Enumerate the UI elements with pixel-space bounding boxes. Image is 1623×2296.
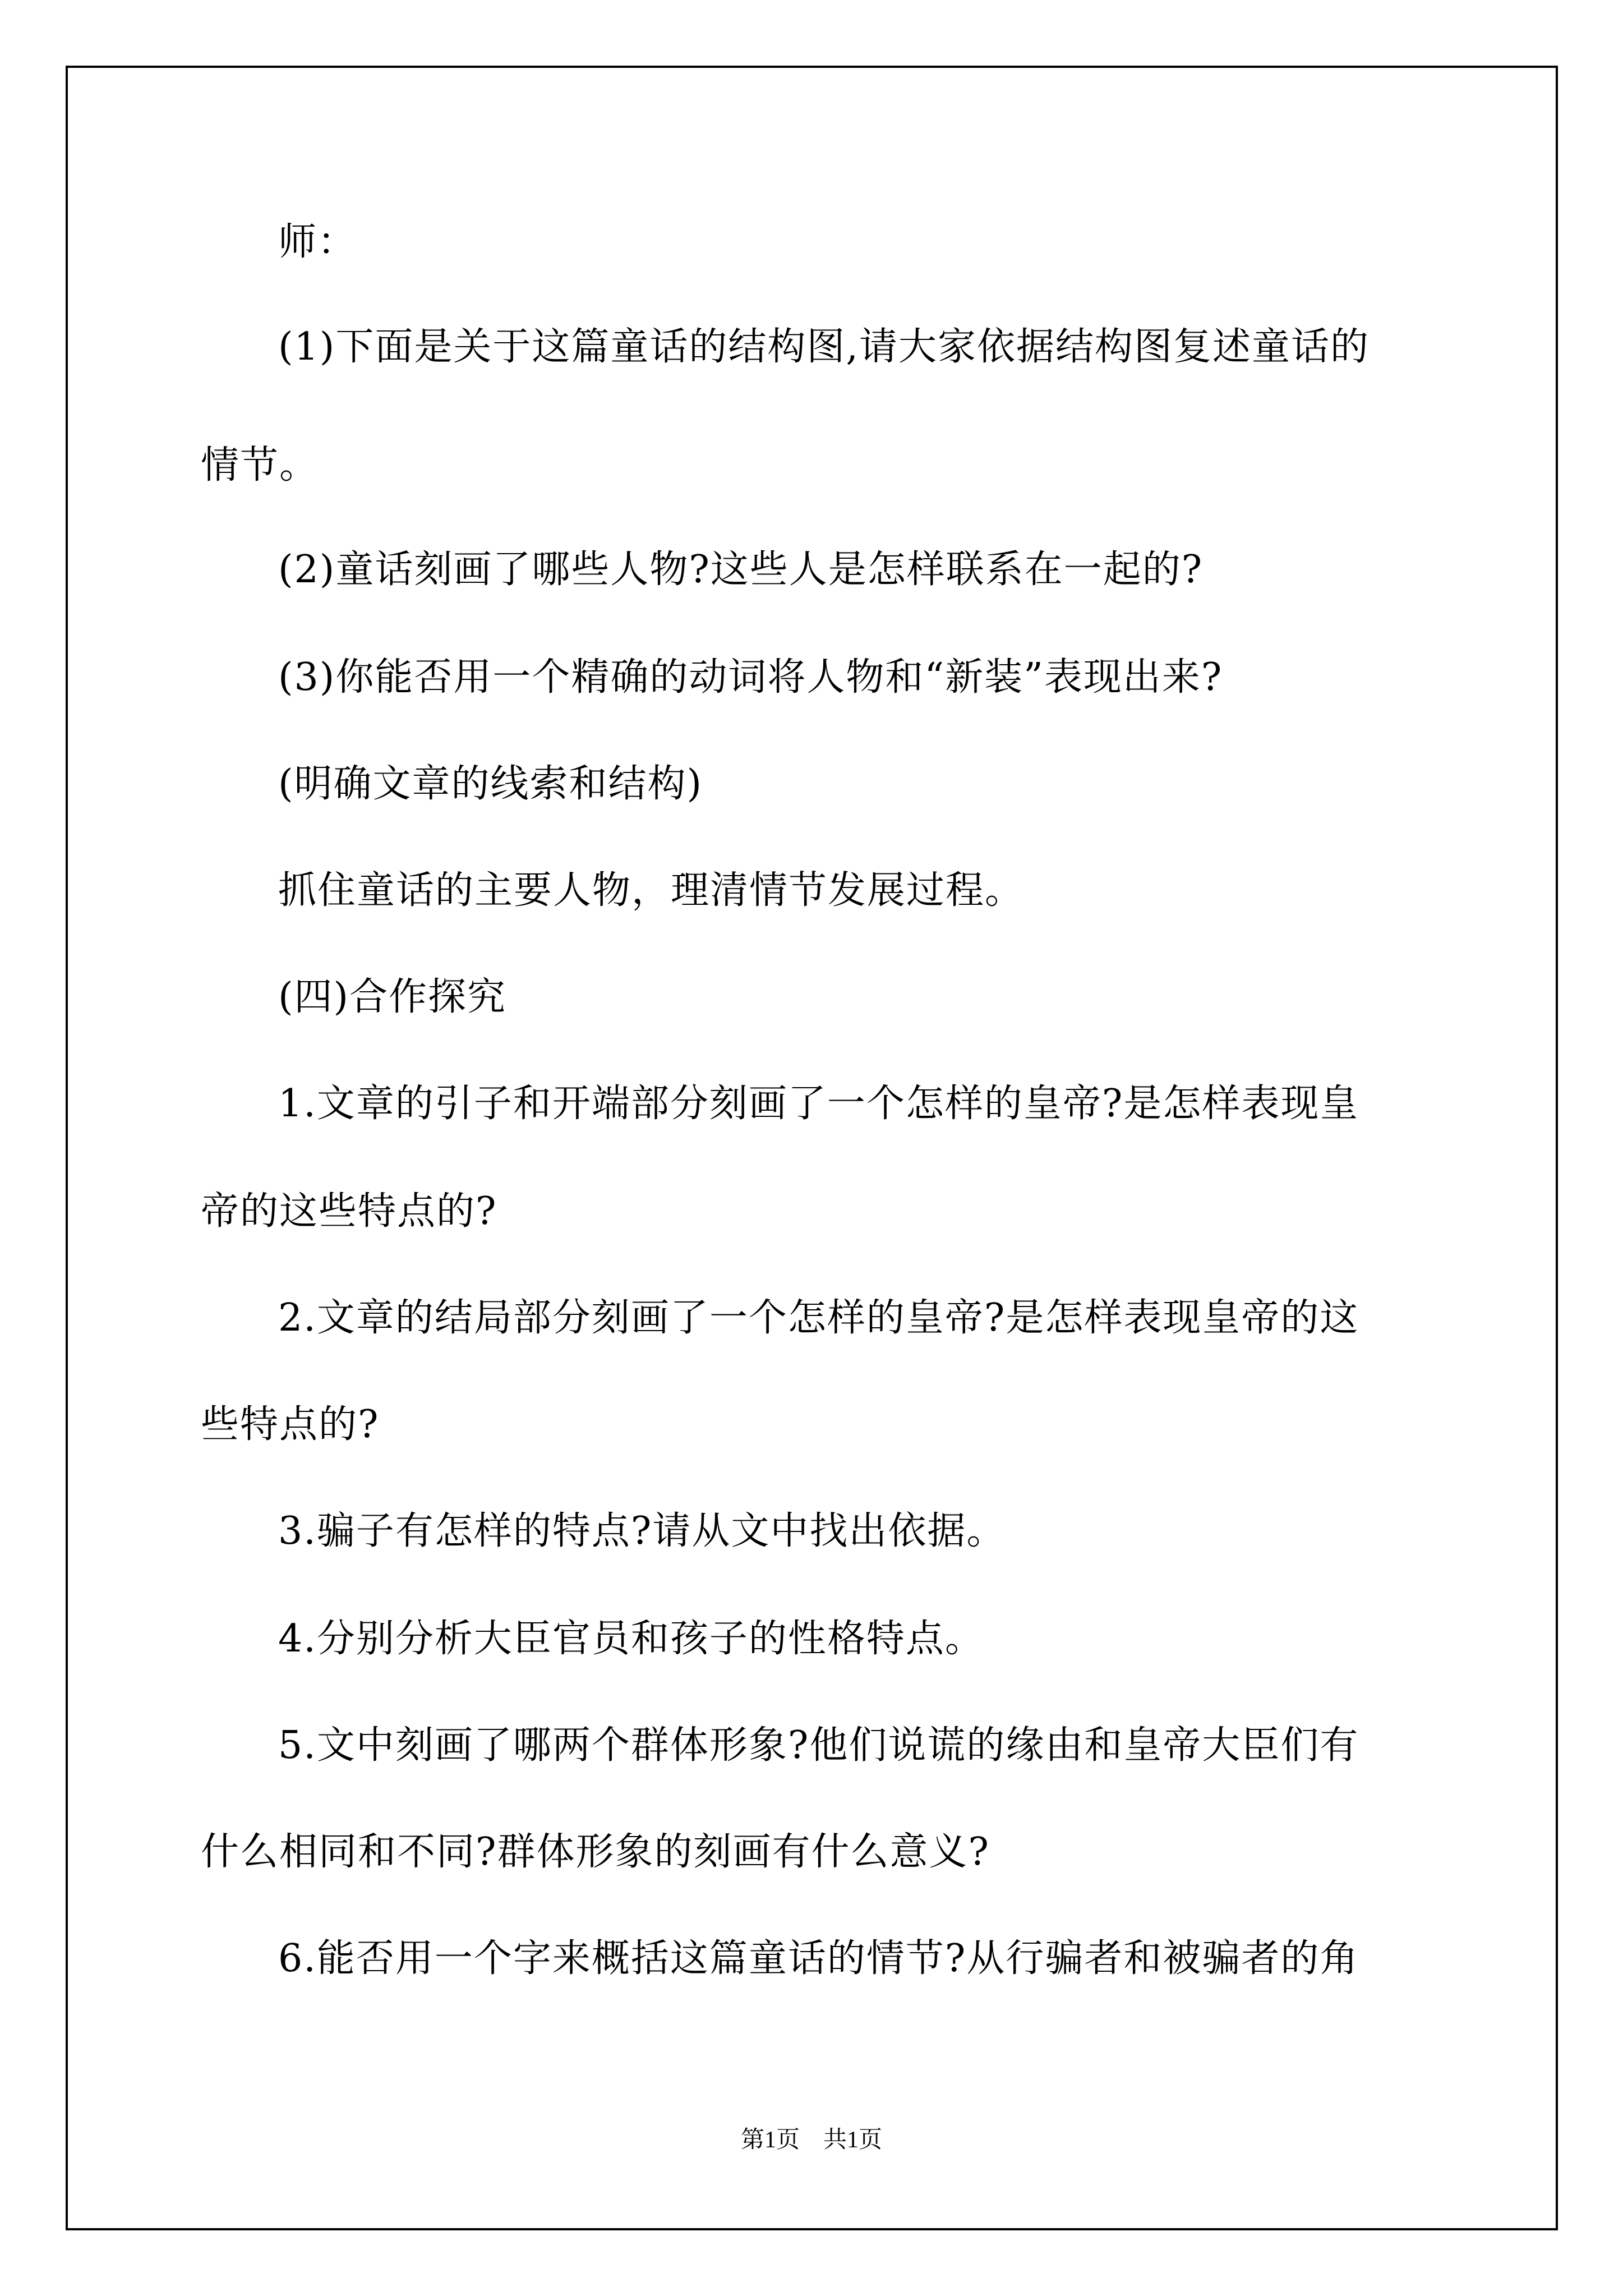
paragraph-line: 师： (278, 220, 357, 264)
paragraph-line: 些特点的? (201, 1402, 380, 1447)
paragraph-line: 帝的这些特点的? (201, 1189, 497, 1234)
paragraph-line: 3.骗子有怎样的特点?请从文中找出依据。 (278, 1509, 1006, 1553)
paragraph-line: (明确文章的线索和结构) (278, 762, 703, 806)
paragraph-line: 4.分别分析大臣官员和孩子的性格特点。 (278, 1617, 984, 1661)
paragraph-line: 什么相同和不同?群体形象的刻画有什么意义? (201, 1830, 990, 1874)
paragraph-line: 1.文章的引子和开端部分刻画了一个怎样的皇帝?是怎样表现皇 (278, 1082, 1359, 1126)
paragraph-line: 5.文中刻画了哪两个群体形象?他们说谎的缘由和皇帝大臣们有 (278, 1723, 1359, 1768)
paragraph-line: 抓住童话的主要人物，理清情节发展过程。 (278, 868, 1025, 913)
paragraph-line: 2.文章的结局部分刻画了一个怎样的皇帝?是怎样表现皇帝的这 (278, 1296, 1359, 1340)
paragraph-line: (1)下面是关于这篇童话的结构图,请大家依据结构图复述童话的 (278, 325, 1370, 369)
paragraph-line: 6.能否用一个字来概括这篇童话的情节?从行骗者和被骗者的角 (278, 1936, 1359, 1981)
page-total: 共1页 (823, 2127, 883, 2153)
page-footer (0, 2126, 1623, 2154)
paragraph-line: (2)童话刻画了哪些人物?这些人是怎样联系在一起的? (278, 547, 1204, 592)
page-border (66, 66, 1558, 2230)
paragraph-line: (3)你能否用一个精确的动词将人物和“新装”表现出来? (278, 655, 1223, 700)
section-heading: (四)合作探究 (278, 975, 507, 1019)
page-number: 第1页 (740, 2127, 800, 2153)
paragraph-line: 情节。 (201, 443, 319, 487)
